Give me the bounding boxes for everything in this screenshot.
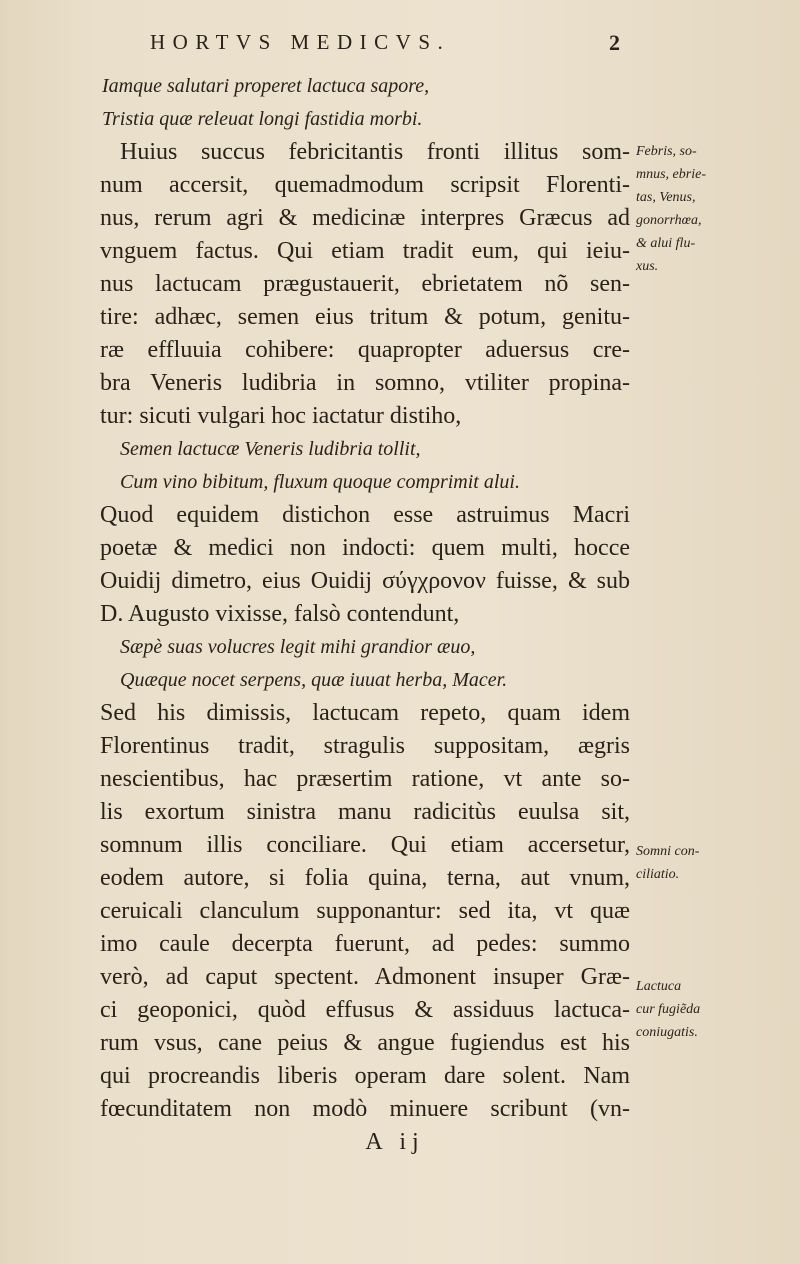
- margin-note-line: ciliatio.: [636, 867, 680, 882]
- text-line: D. Augusto vixisse, falsò contendunt,: [100, 601, 460, 627]
- running-header: [150, 30, 620, 60]
- text-line: tire: adhæc, semen eius tritum & potum, genitu-: [100, 304, 630, 330]
- text-line: eodem autore, si folia quina, terna, aut vnum,: [100, 865, 630, 891]
- text-line: fœcunditatem non modò minuere scribunt (vn-: [100, 1096, 630, 1122]
- text-line: Florentinus tradit, stragulis suppositam, ægris: [100, 733, 630, 759]
- running-title: HORTVS MEDICVS.: [150, 30, 451, 54]
- text-line: ræ effluuia cohibere: quapropter aduersus cre-: [100, 337, 630, 363]
- text-line: verò, ad caput spectent. Admonent insuper Græ-: [100, 964, 630, 990]
- text-line: nus lactucam prægustauerit, ebrietatem nõ sen-: [100, 271, 630, 297]
- text-line: Ouidij dimetro, eius Ouidij σύγχρονον fuisse, & sub: [100, 568, 630, 594]
- text-line: rum vsus, cane peius & angue fugiendus est his: [100, 1030, 630, 1056]
- text-line: tur: sicuti vulgari hoc iactatur distiho,: [100, 403, 462, 429]
- text-line: imo caule decerpta fuerunt, ad pedes: summo: [100, 931, 630, 957]
- text-line: qui procreandis liberis operam dare solent. Nam: [100, 1063, 630, 1089]
- text-line: Huius succus febricitantis fronti illitus som-: [120, 139, 630, 165]
- body-text: [100, 70, 630, 1159]
- margin-note-line: mnus, ebrie-: [636, 167, 706, 182]
- verse-line: Iamque salutari properet lactuca sapore,: [102, 75, 430, 97]
- text-line: Quod equidem distichon esse astruimus Macri: [100, 502, 630, 528]
- verse-line: Quæque nocet serpens, quæ iuuat herba, Macer.: [120, 669, 508, 691]
- signature-mark: A ij: [365, 1129, 425, 1155]
- margin-note: [636, 840, 786, 886]
- text-line: somnum illis conciliare. Qui etiam accersetur,: [100, 832, 630, 858]
- margin-note-line: & alui flu-: [636, 236, 696, 251]
- text-line: ceruicali clanculum supponantur: sed ita, vt quæ: [100, 898, 630, 924]
- text-line: lis exortum sinistra manu radicitùs euulsa sit,: [100, 799, 630, 825]
- margin-note-line: coniugatis.: [636, 1025, 698, 1040]
- text-line: vnguem factus. Qui etiam tradit eum, qui ieiu-: [100, 238, 630, 264]
- margin-note-line: Somni con-: [636, 844, 700, 859]
- text-line: num accersit, quemadmodum scripsit Florenti-: [100, 172, 630, 198]
- margin-note-line: Lactuca: [636, 979, 682, 994]
- margin-note: [636, 975, 786, 1044]
- text-line: nescientibus, hac præsertim ratione, vt ante so-: [100, 766, 630, 792]
- margin-note-line: cur fugiẽda: [636, 1002, 701, 1017]
- margin-note: [636, 140, 786, 278]
- text-line: Sed his dimissis, lactucam repeto, quam idem: [100, 700, 630, 726]
- text-line: ci geoponici, quòd effusus & assiduus lactuca-: [100, 997, 630, 1023]
- page-number: 2: [609, 30, 620, 55]
- verse-line: Cum vino bibitum, fluxum quoque comprimit alui.: [120, 471, 520, 493]
- verse-line: Sæpè suas volucres legit mihi grandior æuo,: [120, 636, 476, 658]
- text-line: poetæ & medici non indocti: quem multi, hocce: [100, 535, 630, 561]
- text-line: nus, rerum agri & medicinæ interpres Græcus ad: [100, 205, 630, 231]
- verse-line: Tristia quæ releuat longi fastidia morbi.: [102, 108, 423, 130]
- margin-note-line: gonorrhœa,: [636, 213, 702, 228]
- margin-note-line: tas, Venus,: [636, 190, 696, 205]
- verse-line: Semen lactucæ Veneris ludibria tollit,: [120, 438, 421, 460]
- text-line: bra Veneris ludibria in somno, vtiliter propina-: [100, 370, 630, 396]
- margin-note-line: Febris, so-: [636, 144, 697, 159]
- margin-note-line: xus.: [636, 259, 659, 274]
